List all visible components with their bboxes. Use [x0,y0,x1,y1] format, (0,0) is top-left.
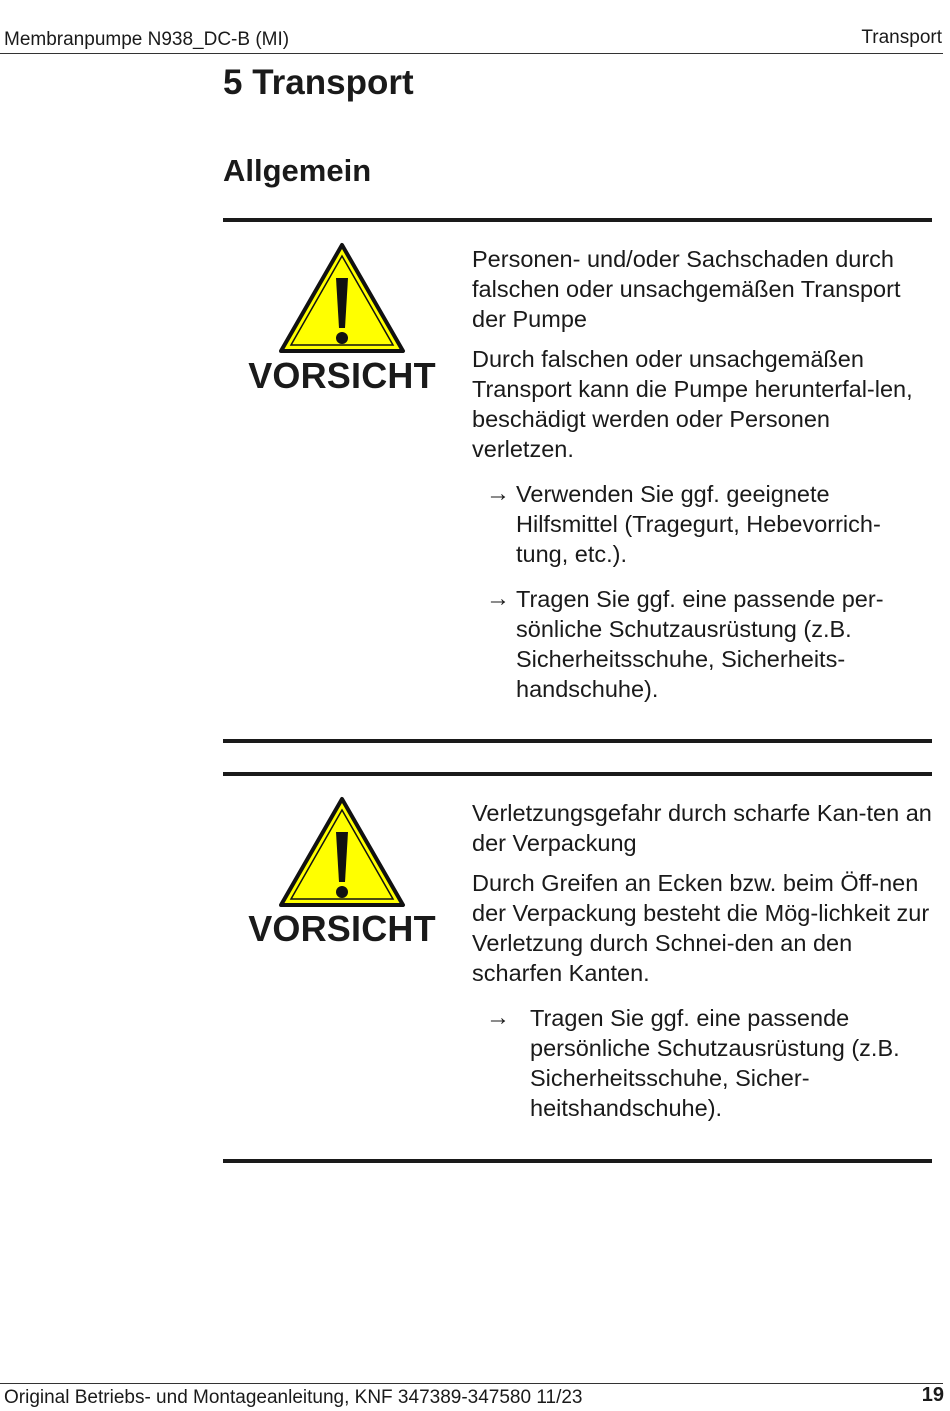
chapter-title: 5 Transport [223,63,414,102]
warning-1-signal-word: VORSICHT [248,355,436,396]
warning-1-step-1 [472,479,932,569]
warning-1-heading: Personen- und/oder Sachschaden durch falschen oder unsachgemäßen Transport der Pumpe [472,246,901,332]
warning-triangle-icon [278,796,406,908]
header-divider [0,53,943,54]
warning-2-top-rule [223,772,932,776]
warning-2-signal-word: VORSICHT [248,908,436,949]
warning-1-step-2-text: Tragen Sie ggf. eine passende per-sönliche Schutzausrüstung (z.B. Sicherheitsschuhe, Sicherheits-handschuhe). [516,586,884,702]
warning-1-top-rule [223,218,932,222]
warning-2-step-1 [472,1003,932,1123]
warning-2-step-1-text: Tragen Sie ggf. eine passende persönliche Schutzausrüstung (z.B. Sicherheitsschuhe, Sicher-heitshandschuhe). [530,1005,900,1121]
warning-triangle-icon [278,242,406,354]
warning-2-content [472,798,932,1123]
arrow-right-icon: → [486,585,510,612]
warning-1-step-2 [472,584,932,704]
warning-2-heading: Verletzungsgefahr durch scharfe Kan-ten an der Verpackung [472,800,932,856]
warning-1-content [472,244,932,704]
arrow-right-icon: → [486,480,510,507]
warning-1-description: Durch falschen oder unsachgemäßen Transport kann die Pumpe herunterfal-len, beschädigt werden oder Personen verletzen. [472,346,913,462]
warning-2-description: Durch Greifen an Ecken bzw. beim Öff-nen der Verpackung besteht die Mög-lichkeit zur Verletzung durch Schnei-den an den scharfen Kanten. [472,870,930,986]
footer-document-reference: Original Betriebs- und Montageanleitung, KNF 347389-347580 11/23 [4,1387,583,1408]
warning-2-bottom-rule [223,1159,932,1163]
warning-1-bottom-rule [223,739,932,743]
footer-divider [0,1383,943,1384]
page-number: 19 [921,1384,944,1406]
header-document-title: Membranpumpe N938_DC-B (MI) [4,29,290,50]
warning-1-step-1-text: Verwenden Sie ggf. geeignete Hilfsmittel (Tragegurt, Hebevorrich-tung, etc.). [516,481,881,567]
header-section-name: Transport [861,27,942,48]
section-title: Allgemein [223,153,372,188]
arrow-right-icon: → [486,1004,510,1031]
